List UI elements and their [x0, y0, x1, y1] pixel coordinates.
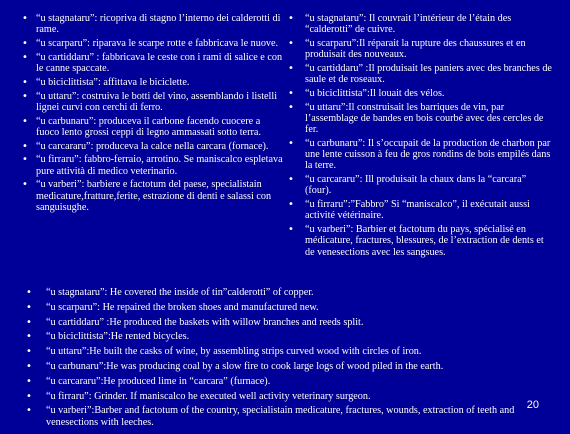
list-item — [26, 361, 526, 372]
list-item — [26, 376, 526, 387]
bullet-icon: • — [288, 13, 294, 24]
list-item-text: “u biciclittista”: affittava le biciclette. — [36, 76, 190, 88]
list-item — [288, 138, 552, 172]
bullet-icon: • — [26, 360, 32, 372]
list-item — [22, 77, 284, 88]
list-item-text: “u cartiddaru” :He produced the baskets with willow branches and reeds split. — [46, 316, 364, 328]
bullet-icon: • — [22, 154, 28, 166]
list-item — [288, 13, 552, 35]
list-item — [22, 91, 284, 113]
list-item-text: “u varberi”: Barbier et factotum du pays, spécialisé en médicature, fractures, blessures, de l’extraction de dents et de venesections avec les sangsues. — [305, 224, 544, 258]
italian-list — [22, 13, 284, 216]
list-item — [26, 317, 526, 328]
bullet-icon: • — [22, 179, 28, 191]
list-item-text: “u carbunaru”: produceva il carbone facendo cuocere a fuoco lento grossi ceppi di legno ammassati sotto terra. — [36, 115, 261, 138]
list-item-text: “u stagnataru”: Il couvrait l’intérieur de l’étain des “calderotti” de cuivre. — [305, 13, 512, 36]
list-item — [22, 38, 284, 49]
list-item-text: “u scarparu”:Il réparait la rupture des chaussures et en produisait des nouveaux. — [305, 38, 526, 61]
list-item-text: “u stagnataru”: He covered the inside of tin”calderotti” of copper. — [46, 287, 314, 298]
list-item-text: “u varberi”:Barber and factotum of the country, specialistain medicature, fractures, wounds, extraction of teeth and venesections with leeches. — [46, 405, 515, 428]
list-item — [22, 52, 284, 74]
list-item-text: “u firraru”: fabbro-ferraio, arrotino. Se maniscalco espletava pure attività di medico veterinario. — [36, 154, 283, 177]
bullet-icon: • — [288, 138, 294, 149]
list-item — [288, 174, 552, 196]
list-item-text: “u cartiddaru” : fabbricava le ceste con i rami di salice e con le canne spaccate. — [36, 51, 283, 74]
bullet-icon: • — [26, 390, 32, 402]
bullet-icon: • — [22, 90, 28, 102]
bullet-icon: • — [22, 38, 28, 49]
bullet-icon: • — [288, 101, 294, 113]
bullet-icon: • — [22, 13, 28, 24]
list-item-text: “u scarparu”: He repaired the broken shoes and manufactured new. — [46, 301, 319, 313]
list-item-text: “u firraru”: Grinder. If maniscalco he executed well activity veterinary surgeon. — [46, 390, 371, 402]
list-item-text: “u biciclittista”:He rented bicycles. — [46, 331, 190, 343]
list-item-text: “u scarparu”: riparava le scarpe rotte e fabbricava le nuove. — [36, 38, 279, 49]
bullet-icon: • — [22, 76, 28, 88]
bullet-icon: • — [26, 346, 32, 358]
list-item — [26, 287, 526, 298]
list-item-text: “u carcararu”:He produced lime in “carcara” (furnace). — [46, 375, 271, 387]
list-item — [26, 346, 526, 357]
list-item-text: “u biciclittista”:Il louait des vélos. — [305, 88, 445, 99]
list-item-text: “u uttaru”:He built the casks of wine, by assembling strips curved wood with circles of iron. — [46, 346, 422, 358]
bullet-icon: • — [26, 405, 32, 417]
list-item-text: “u varberi”: barbiere e factotum del paese, specialistain medicature,fratture,ferite, estrazione di denti e salassi con sanguisughe. — [36, 179, 272, 213]
bullet-icon: • — [288, 199, 294, 211]
list-item — [288, 63, 552, 85]
bullet-icon: • — [288, 224, 294, 236]
list-item-text: “u carbunaru”:He was producing coal by a slow fire to cook large logs of wood piled in the earth. — [46, 360, 444, 372]
english-list — [26, 287, 526, 431]
bullet-icon: • — [26, 375, 32, 387]
list-item-text: “u carcararu”: produceva la calce nella carcara (fornace). — [36, 140, 269, 152]
list-item — [288, 199, 552, 221]
bullet-icon: • — [288, 174, 294, 186]
list-item-text: “u cartiddaru” :Il produisait les paniers avec des branches de saule et de roseaux. — [305, 63, 552, 86]
bullet-icon: • — [22, 115, 28, 127]
list-item — [22, 179, 284, 213]
bullet-icon: • — [26, 316, 32, 328]
list-item — [26, 405, 526, 427]
list-item-text: “u uttaru”: costruiva le botti del vino, assemblando i listelli lignei curvi con cerchi di ferro. — [36, 90, 278, 113]
bullet-icon: • — [22, 140, 28, 152]
list-item — [22, 154, 284, 176]
bullet-icon: • — [288, 88, 294, 99]
bullet-icon: • — [26, 287, 32, 298]
bullet-icon: • — [22, 51, 28, 63]
list-item — [22, 141, 284, 152]
list-item-text: “u stagnataru”: ricopriva di stagno l’interno dei calderotti di rame. — [36, 13, 281, 36]
list-item-text: “u firraru”:”Fabbro” Si “maniscalco”, il exécutait aussi activité vétérinaire. — [305, 199, 530, 222]
list-item — [288, 102, 552, 136]
french-list — [288, 13, 552, 260]
bullet-icon: • — [288, 38, 294, 49]
list-item-text: “u uttaru”:Il construisait les barriques de vin, par l’assemblage de bandes en bois courbé avec des cercles de fer. — [305, 101, 544, 136]
list-item — [288, 38, 552, 60]
page-number: 20 — [526, 399, 539, 411]
bullet-icon: • — [26, 301, 32, 313]
list-item — [288, 88, 552, 99]
list-item-text: “u carcararu”: Ill produisait la chaux dans la “carcara” (four). — [305, 174, 527, 197]
list-item — [26, 302, 526, 313]
list-item-text: “u carbunaru”: Il s’occupait de la production de charbon par une lente cuisson à feu de gros rondins de bois empilés dans la terre. — [305, 138, 551, 172]
list-item — [22, 13, 284, 35]
list-item — [22, 116, 284, 138]
list-item — [26, 391, 526, 402]
list-item — [26, 331, 526, 342]
bullet-icon: • — [288, 63, 294, 74]
list-item — [288, 224, 552, 258]
bullet-icon: • — [26, 331, 32, 343]
